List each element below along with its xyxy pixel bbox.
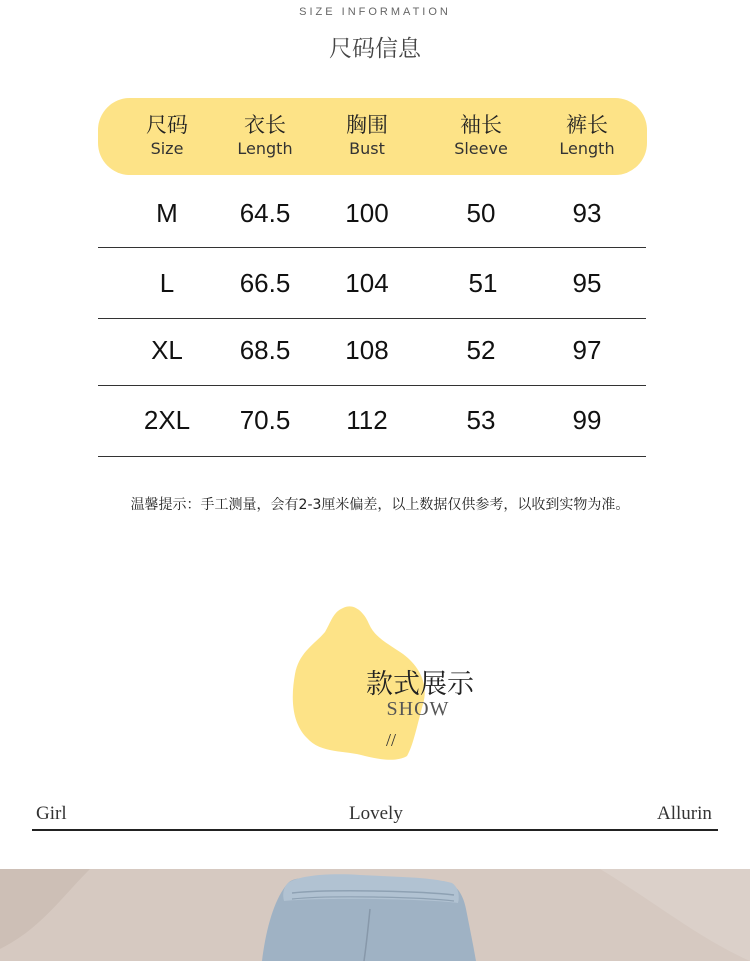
row-divider xyxy=(98,247,646,248)
table-cell: M xyxy=(156,198,178,228)
table-cell: 66.5 xyxy=(239,268,291,298)
measurement-note: 温馨提示：手工测量，会有2-3厘米偏差，以上数据仅供参考，以收到实物为准。 xyxy=(130,497,630,513)
column-header-cn: 裤长 xyxy=(566,113,608,137)
section-eyebrow: SIZE INFORMATION xyxy=(299,6,451,18)
showcase-title: 款式展示 xyxy=(366,669,474,700)
column-header-en: Length xyxy=(559,139,615,158)
product-photo xyxy=(0,869,750,961)
column-header-pants-length xyxy=(532,112,642,160)
table-cell: 97 xyxy=(572,335,602,365)
table-cell: 95 xyxy=(572,268,602,298)
column-header-length xyxy=(210,112,320,160)
column-header-cn: 尺码 xyxy=(146,113,188,137)
column-header-sleeve xyxy=(426,112,536,160)
table-cell: 112 xyxy=(346,405,388,435)
table-cell: 100 xyxy=(345,198,389,228)
column-header-cn: 袖长 xyxy=(460,113,502,137)
pants-photo-icon xyxy=(0,869,750,961)
table-cell: 68.5 xyxy=(239,335,291,365)
row-divider xyxy=(98,385,646,386)
table-cell: 64.5 xyxy=(239,198,291,228)
column-header-cn: 衣长 xyxy=(244,113,286,137)
table-cell: 50 xyxy=(466,198,496,228)
table-cell: XL xyxy=(151,335,183,365)
tagline-right: Allurin xyxy=(657,803,712,824)
page-title: 尺码信息 xyxy=(329,36,421,62)
table-cell: 51 xyxy=(468,268,498,298)
table-cell: 108 xyxy=(345,335,389,365)
column-header-cn: 胸围 xyxy=(346,113,388,137)
tagline-left: Girl xyxy=(36,803,67,824)
table-cell: L xyxy=(159,268,175,298)
row-divider xyxy=(98,318,646,319)
column-header-bust xyxy=(312,112,422,160)
table-cell: 2XL xyxy=(143,405,191,435)
slashes-decoration: // xyxy=(386,730,397,750)
table-cell: 104 xyxy=(345,268,389,298)
column-header-en: Length xyxy=(237,139,293,158)
table-cell: 53 xyxy=(466,405,496,435)
column-header-en: Bust xyxy=(349,139,385,158)
tagline-center: Lovely xyxy=(349,803,403,824)
column-header-en: Size xyxy=(150,139,184,158)
table-cell: 93 xyxy=(572,198,602,228)
column-header-en: Sleeve xyxy=(454,139,508,158)
column-header-size xyxy=(112,112,222,160)
table-cell: 99 xyxy=(572,405,602,435)
table-cell: 70.5 xyxy=(239,405,291,435)
tagline-divider xyxy=(32,829,718,831)
row-divider xyxy=(98,456,646,457)
table-cell: 52 xyxy=(466,335,496,365)
showcase-subtitle: SHOW xyxy=(386,698,450,720)
